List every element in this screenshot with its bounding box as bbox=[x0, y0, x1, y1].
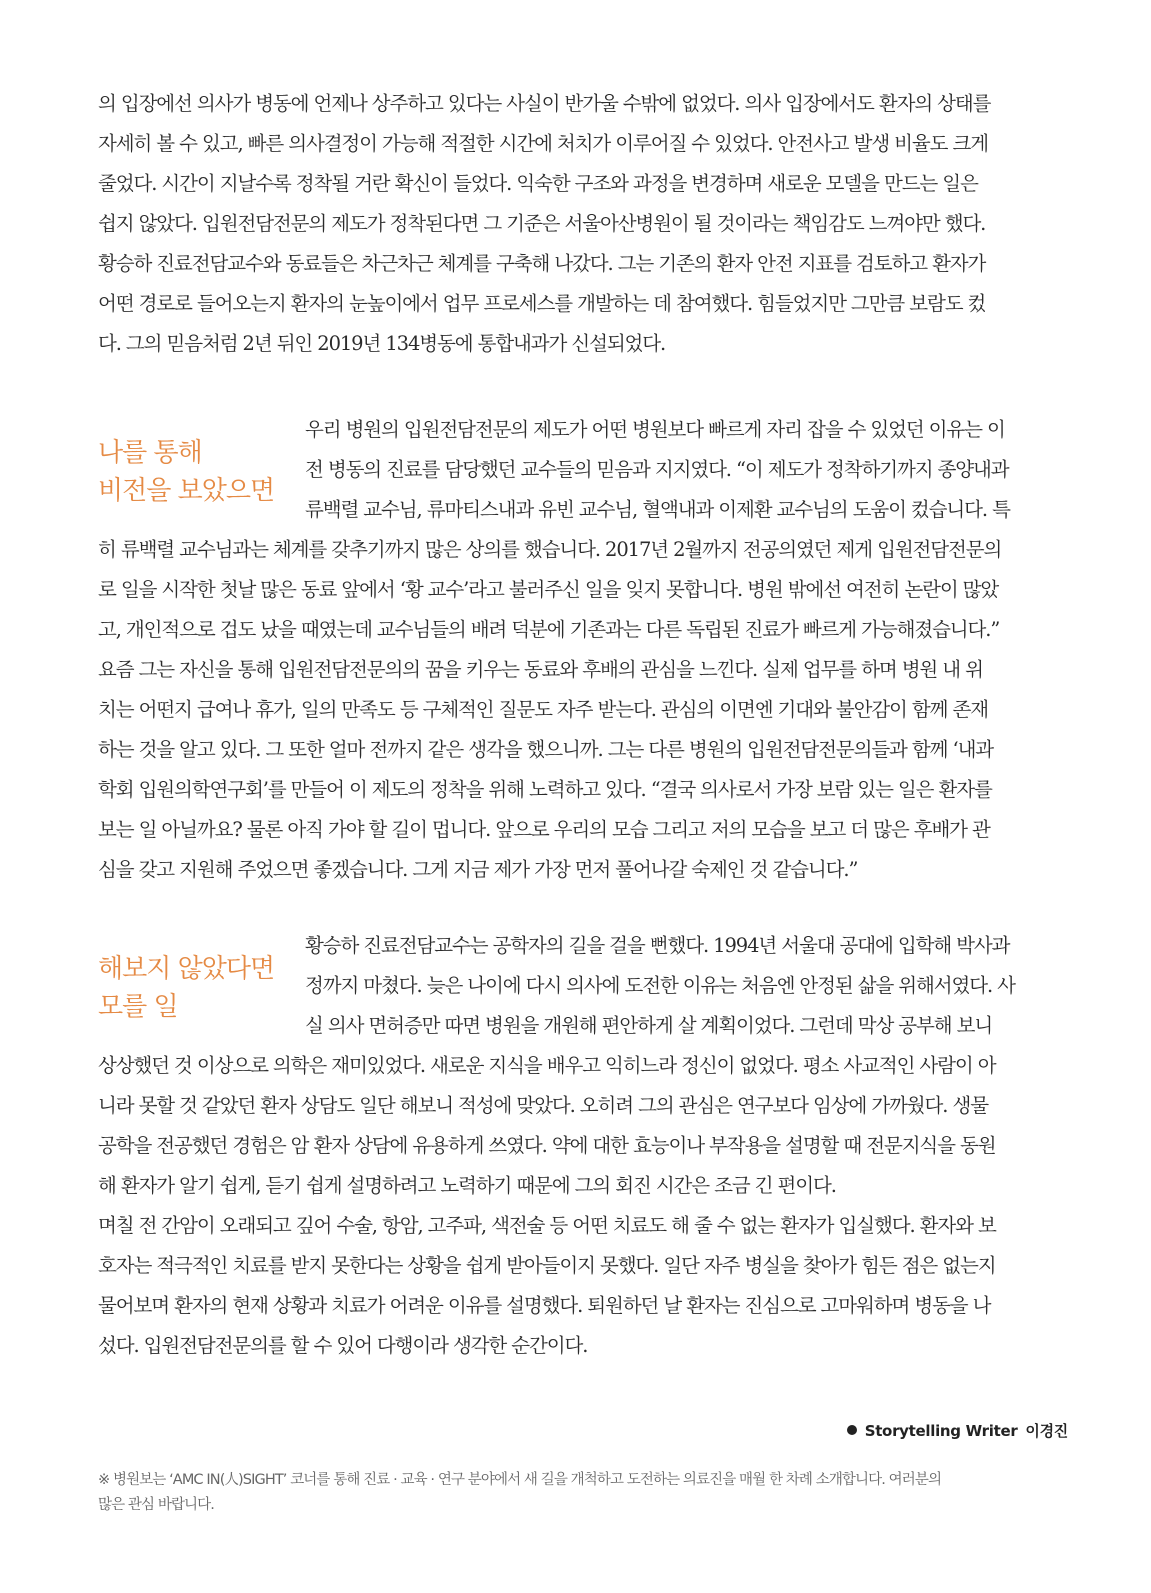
text-line: 의 입장에선 의사가 병동에 언제나 상주하고 있다는 사실이 반가울 수밖에 없었다. 의사 입장에서도 환자의 상태를 bbox=[98, 92, 991, 115]
text-line: 보는 일 아닐까요? 물론 아직 가야 할 길이 멉니다. 앞으로 우리의 모습 그리고 저의 모습을 보고 더 많은 후배가 관 bbox=[98, 818, 990, 841]
heading-line: 나를 통해 bbox=[98, 437, 202, 468]
text-line: 며칠 전 간암이 오래되고 깊어 수술, 항암, 고주파, 색전술 등 어떤 치료도 해 줄 수 없는 환자가 입실했다. 환자와 보 bbox=[98, 1214, 996, 1237]
text-line: 해 환자가 알기 쉽게, 듣기 쉽게 설명하려고 노력하기 때문에 그의 회진 시간은 조금 긴 편이다. bbox=[98, 1174, 836, 1197]
section-heading bbox=[98, 950, 298, 1026]
intro-paragraph bbox=[98, 84, 1068, 364]
text-line: 로 일을 시작한 첫날 많은 동료 앞에서 ‘황 교수’라고 불러주신 일을 잊지 못합니다. 병원 밖에선 여전히 논란이 많았 bbox=[98, 578, 999, 601]
text-line: 고, 개인적으로 겁도 났을 때였는데 교수님들의 배려 덕분에 기존과는 다른 독립된 진료가 빠르게 가능해졌습니다.” bbox=[98, 618, 1000, 641]
footnote-line: ※ 병원보는 ‘AMC IN(人)SIGHT’ 코너를 통해 진료 · 교육 · 연구 분야에서 새 길을 개척하고 도전하는 의료진을 매월 한 차례 소개합니다. 여러분의 bbox=[98, 1472, 942, 1488]
text-line: 섰다. 입원전담전문의를 할 수 있어 다행이라 생각한 순간이다. bbox=[98, 1334, 588, 1357]
text-line: 우리 병원의 입원전담전문의 제도가 어떤 병원보다 빠르게 자리 잡을 수 있었던 이유는 이 bbox=[305, 418, 1005, 441]
text-line: 물어보며 환자의 현재 상황과 치료가 어려운 이유를 설명했다. 퇴원하던 날 환자는 진심으로 고마워하며 병동을 나 bbox=[98, 1294, 991, 1317]
text-line: 학회 입원의학연구회’를 만들어 이 제도의 정착을 위해 노력하고 있다. “결국 의사로서 가장 보람 있는 일은 환자를 bbox=[98, 778, 992, 801]
heading-line: 비전을 보았으면 bbox=[98, 475, 275, 506]
text-line: 자세히 볼 수 있고, 빠른 의사결정이 가능해 적절한 시간에 처치가 이루어질 수 있었다. 안전사고 발생 비율도 크게 bbox=[98, 132, 988, 155]
text-line: 줄었다. 시간이 지날수록 정착될 거란 확신이 들었다. 익숙한 구조와 과정을 변경하며 새로운 모델을 만드는 일은 bbox=[98, 172, 978, 195]
section-vision bbox=[98, 410, 1068, 890]
text-line: 심을 갖고 지원해 주었으면 좋겠습니다. 그게 지금 제가 가장 먼저 풀어나갈 숙제인 것 같습니다.” bbox=[98, 858, 858, 881]
section-unknown bbox=[98, 926, 1068, 1366]
text-line: 히 류백렬 교수님과는 체계를 갖추기까지 많은 상의를 했습니다. 2017년 2월까지 전공의였던 제게 입원전담전문의 bbox=[98, 538, 1002, 561]
text-line: 상상했던 것 이상으로 의학은 재미있었다. 새로운 지식을 배우고 익히느라 정신이 없었다. 평소 사교적인 사람이 아 bbox=[98, 1054, 996, 1077]
section-heading bbox=[98, 434, 298, 510]
text-line: 치는 어떤지 급여나 휴가, 일의 만족도 등 구체적인 질문도 자주 받는다. 관심의 이면엔 기대와 불안감이 함께 존재 bbox=[98, 698, 988, 721]
text-line: 요즘 그는 자신을 통해 입원전담전문의의 꿈을 키우는 동료와 후배의 관심을 느낀다. 실제 업무를 하며 병원 내 위 bbox=[98, 658, 983, 681]
footnote-line: 많은 관심 바랍니다. bbox=[98, 1497, 214, 1513]
text-line: 하는 것을 알고 있다. 그 또한 얼마 전까지 같은 생각을 했으니까. 그는 다른 병원의 입원전담전문의들과 함께 ‘내과 bbox=[98, 738, 994, 761]
writer-credit bbox=[847, 1420, 1068, 1441]
text-line: 황승하 진료전담교수는 공학자의 길을 걸을 뻔했다. 1994년 서울대 공대에 입학해 박사과 bbox=[305, 934, 1010, 957]
footnote bbox=[98, 1468, 1073, 1518]
heading-line: 모를 일 bbox=[98, 991, 178, 1022]
text-line: 공학을 전공했던 경험은 암 환자 상담에 유용하게 쓰였다. 약에 대한 효능이나 부작용을 설명할 때 전문지식을 동원 bbox=[98, 1134, 996, 1157]
text-line: 황승하 진료전담교수와 동료들은 차근차근 체계를 구축해 나갔다. 그는 기존의 환자 안전 지표를 검토하고 환자가 bbox=[98, 252, 986, 275]
text-line: 실 의사 면허증만 따면 병원을 개원해 편안하게 살 계획이었다. 그런데 막상 공부해 보니 bbox=[305, 1014, 993, 1037]
text-line: 쉽지 않았다. 입원전담전문의 제도가 정착된다면 그 기준은 서울아산병원이 될 것이라는 책임감도 느껴야만 했다. bbox=[98, 212, 986, 235]
text-line: 다. 그의 믿음처럼 2년 뒤인 2019년 134병동에 통합내과가 신설되었다. bbox=[98, 332, 666, 355]
writer-role: Storytelling Writer bbox=[864, 1422, 1018, 1440]
text-line: 호자는 적극적인 치료를 받지 못한다는 상황을 쉽게 받아들이지 못했다. 일단 자주 병실을 찾아가 힘든 점은 없는지 bbox=[98, 1254, 996, 1277]
bullet-dot-icon bbox=[847, 1425, 857, 1435]
text-line: 류백렬 교수님, 류마티스내과 유빈 교수님, 혈액내과 이제환 교수님의 도움이 컸습니다. 특 bbox=[305, 498, 1010, 521]
writer-name: 이경진 bbox=[1025, 1422, 1068, 1440]
text-line: 정까지 마쳤다. 늦은 나이에 다시 의사에 도전한 이유는 처음엔 안정된 삶을 위해서였다. 사 bbox=[305, 974, 1015, 997]
heading-line: 해보지 않았다면 bbox=[98, 953, 275, 984]
text-line: 어떤 경로로 들어오는지 환자의 눈높이에서 업무 프로세스를 개발하는 데 참여했다. 힘들었지만 그만큼 보람도 컸 bbox=[98, 292, 986, 315]
text-line: 전 병동의 진료를 담당했던 교수들의 믿음과 지지였다. “이 제도가 정착하기까지 종양내과 bbox=[305, 458, 1009, 481]
text-line: 니라 못할 것 같았던 환자 상담도 일단 해보니 적성에 맞았다. 오히려 그의 관심은 연구보다 임상에 가까웠다. 생물 bbox=[98, 1094, 988, 1117]
